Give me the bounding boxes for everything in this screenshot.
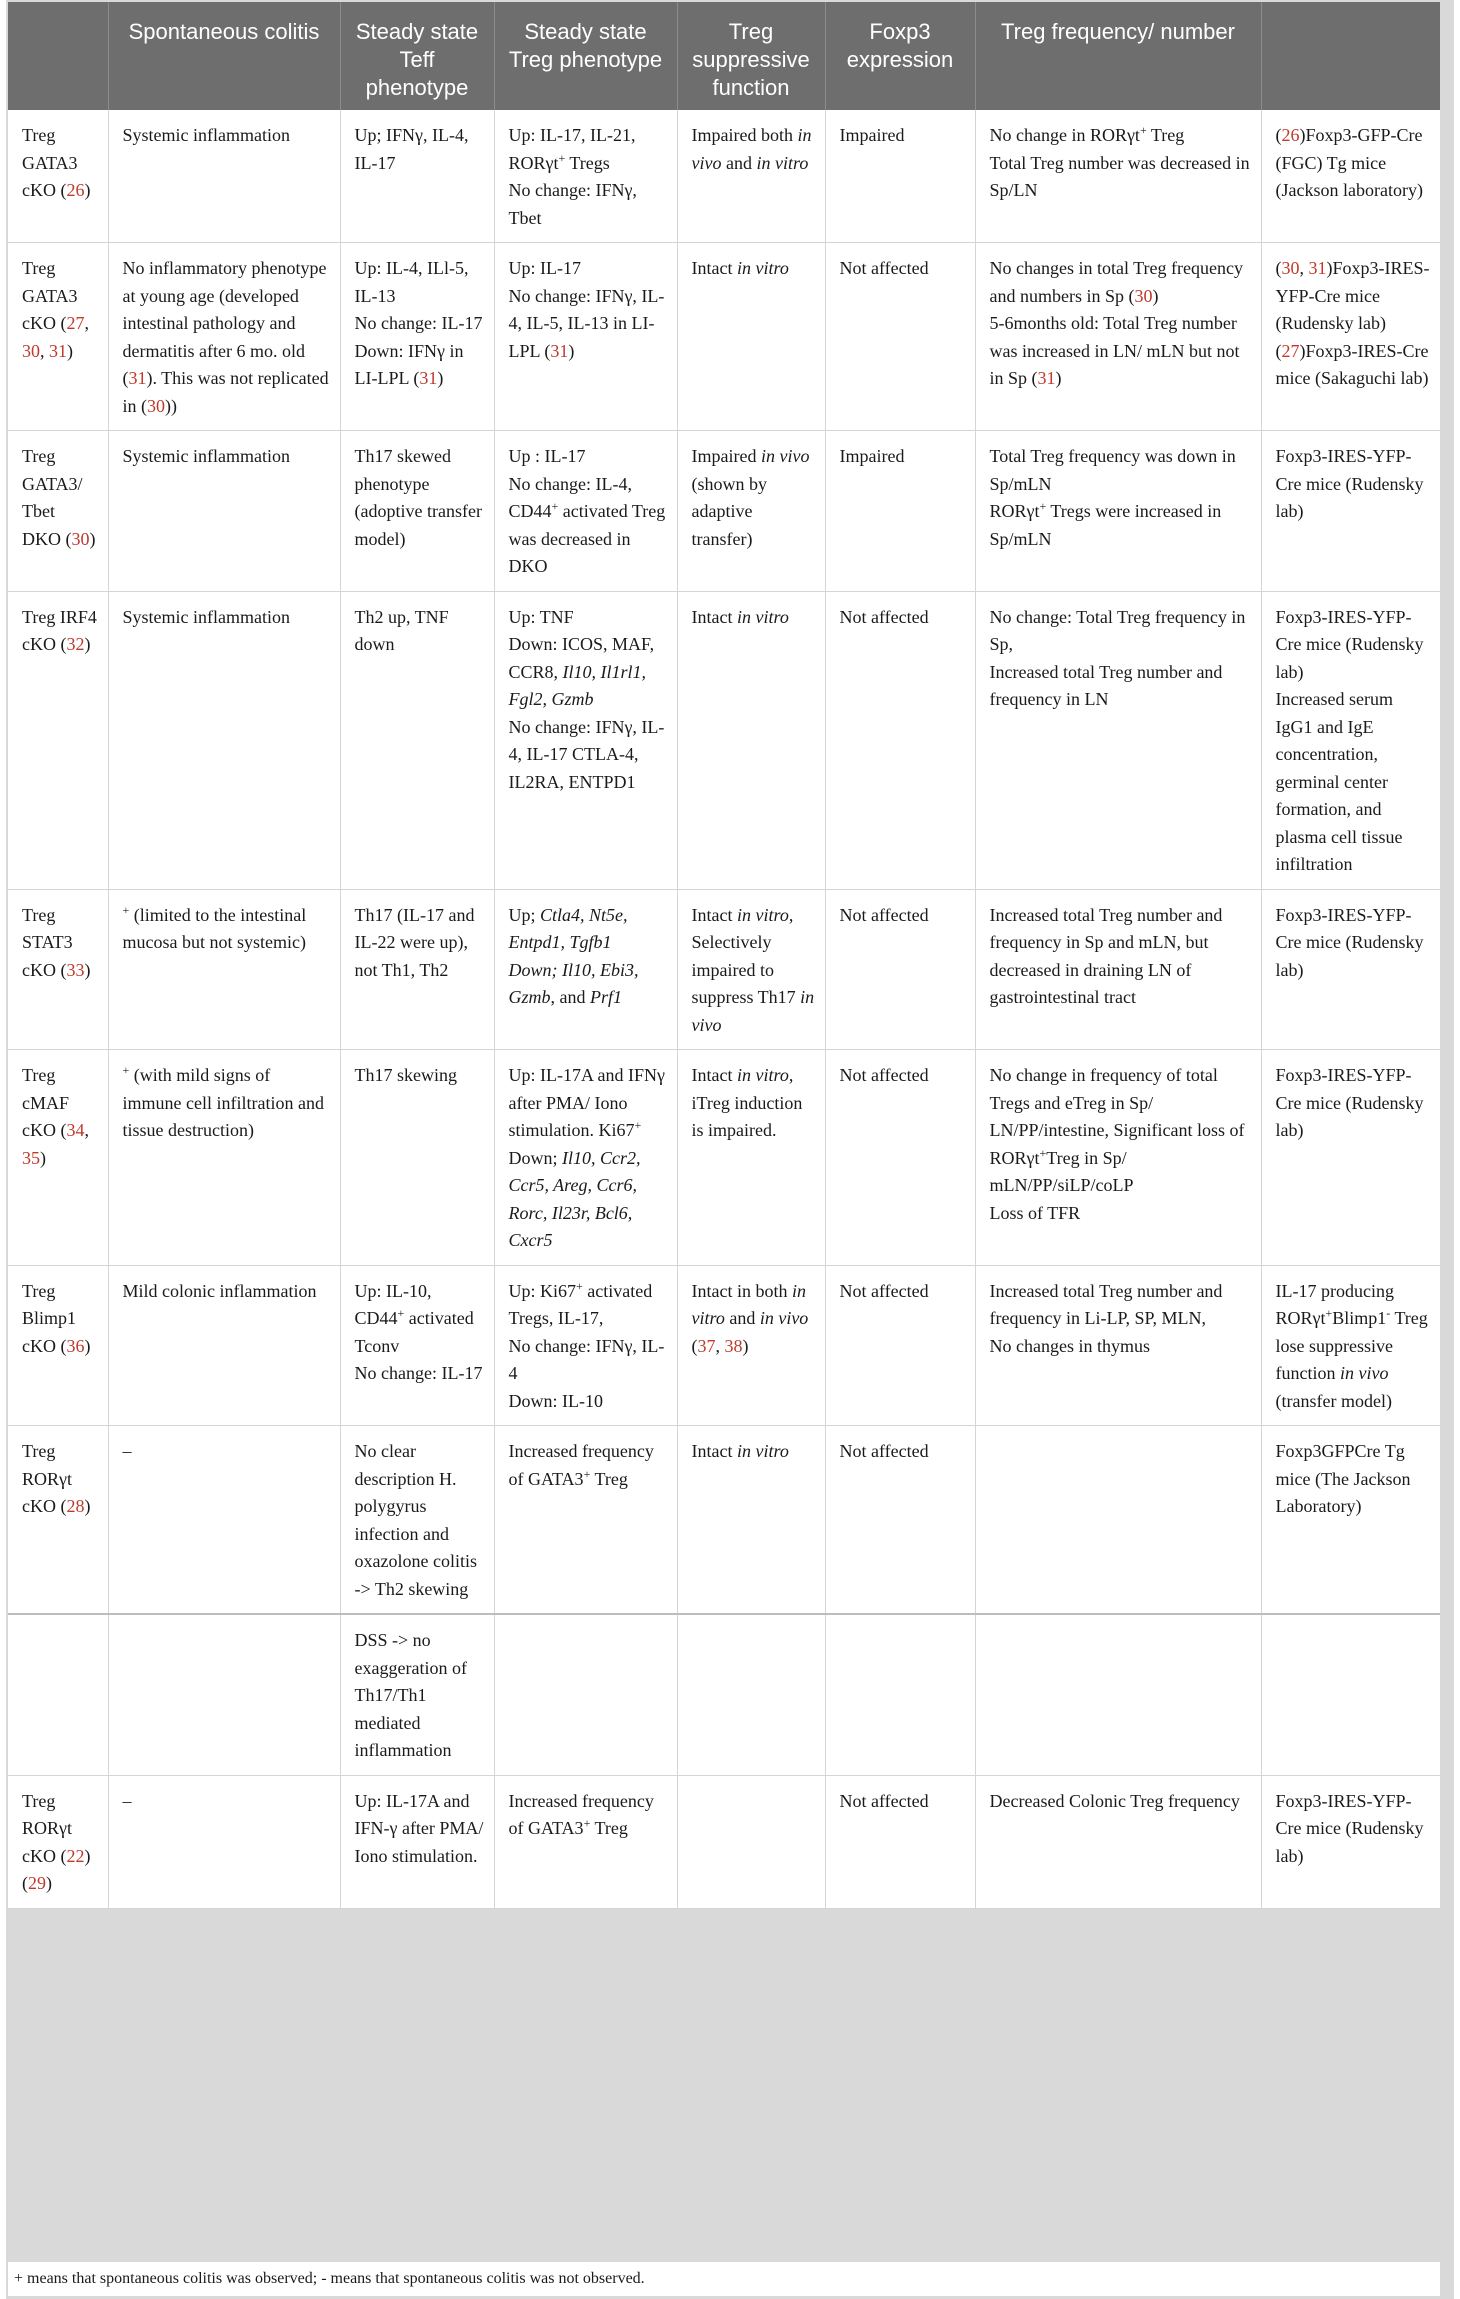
cell-text: in vitro [691, 1280, 806, 1328]
cell-text: + [576, 1278, 583, 1293]
cell-text: activated Treg was decreased in DKO [508, 501, 666, 576]
citation-link[interactable]: 37 [697, 1335, 716, 1356]
cell-text: Foxp3-IRES-YFP-Cre mice (Rudensky lab) [1275, 1065, 1424, 1140]
cell-text: (limited to the intestinal mucosa but not systemic) [122, 904, 307, 952]
cell-text: , [84, 313, 89, 333]
cell-text: Th2 up, TNF down [354, 606, 449, 654]
table-cell [825, 591, 975, 889]
table-cell [340, 431, 494, 592]
table-cell [8, 1775, 108, 1908]
cell-text: ). This was not replicated in ( [122, 368, 329, 416]
cell-text: ) [1055, 368, 1062, 388]
table-cell [677, 591, 825, 889]
citation-link[interactable]: 38 [724, 1335, 743, 1356]
cell-text: Ctla4, Nt5e, Entpd1, Tgfb1 [508, 904, 628, 952]
cell-text: No change: IL-4, CD44 [508, 473, 632, 521]
table-cell [1261, 431, 1440, 592]
cell-text: ) [437, 368, 444, 388]
cell-text: ) [742, 1335, 749, 1356]
table-footnote: + means that spontaneous colitis was observed; - means that spontaneous colitis was not observed. [14, 2266, 1434, 2292]
table-row [8, 1426, 1440, 1615]
table-cell [1261, 591, 1440, 889]
cell-text: in vivo [759, 1308, 809, 1328]
header-cell: Foxp3 expression [825, 2, 975, 110]
cell-text: + [583, 1816, 591, 1830]
cell-text: Foxp3-IRES-YFP-Cre mice (Rudensky lab) [1275, 606, 1424, 682]
table-cell [975, 1775, 1261, 1908]
table-cell [677, 431, 825, 592]
table-cell [340, 243, 494, 431]
cell-text: + [122, 902, 130, 917]
cell-text: Treg cMAF cKO ( [22, 1065, 70, 1140]
table-cell [1261, 1265, 1440, 1426]
cell-text: Increased frequency of GATA3 [508, 1790, 654, 1838]
table-cell [975, 1426, 1261, 1615]
table-cell [8, 1265, 108, 1426]
cell-text: Impaired [839, 446, 905, 466]
cell-text: Foxp3-IRES-YFP-Cre mice (Rudensky lab) [1275, 446, 1424, 521]
table-cell [825, 1265, 975, 1426]
cell-text: + [558, 150, 566, 165]
cell-text: + [583, 1466, 591, 1481]
cell-text: Up: IL-17A and IFNγ after PMA/ Iono stimulation. Ki67 [508, 1065, 665, 1140]
cell-text: No clear description H. polygyrus infection and oxazolone colitis -> Th2 skewing [354, 1441, 477, 1599]
data-table [8, 2, 1440, 1909]
table-cell [975, 431, 1261, 592]
table-cell [8, 1426, 108, 1615]
cell-text: )Foxp3-IRES-Cre mice (Sakaguchi lab) [1275, 340, 1429, 388]
table-cell [340, 110, 494, 243]
cell-text: No change in RORγt [989, 125, 1140, 145]
table-cell [494, 1775, 677, 1908]
citation-link[interactable]: 31 [550, 340, 569, 361]
cell-text: Not affected [839, 258, 929, 278]
table-cell [494, 1265, 677, 1426]
citation-link[interactable]: 22 [66, 1845, 85, 1866]
table-cell [677, 889, 825, 1050]
cell-text: Systemic inflammation [122, 446, 290, 466]
cell-text: ) [568, 340, 575, 361]
table-cell [1261, 110, 1440, 243]
table-cell [1261, 1775, 1440, 1908]
cell-text: ) [84, 1845, 91, 1866]
cell-text: ( [22, 1873, 28, 1893]
cell-text: ) [84, 1335, 91, 1356]
cell-text: ( [1275, 258, 1282, 278]
cell-text: Th17 skewing [354, 1065, 457, 1085]
citation-link[interactable]: 28 [66, 1496, 85, 1516]
table-cell [975, 889, 1261, 1050]
cell-text: No change: IFNγ, IL-4 [508, 1335, 665, 1383]
citation-link[interactable]: 26 [1281, 125, 1300, 145]
cell-text: – [122, 1790, 132, 1811]
cell-text: Intact [691, 606, 737, 627]
cell-text: Not affected [839, 606, 929, 627]
header-cell: Steady state Treg phenotype [494, 2, 677, 110]
cell-text: ( [1275, 340, 1282, 361]
table-cell [108, 1614, 340, 1775]
table-cell [494, 431, 677, 592]
table-cell [677, 1775, 825, 1908]
header-cell: Steady state Teff phenotype [340, 2, 494, 110]
cell-text: Decreased Colonic Treg frequency [989, 1790, 1240, 1811]
table-row [8, 110, 1440, 243]
table-cell [340, 889, 494, 1050]
table-cell [108, 1426, 340, 1615]
cell-text: + [1325, 1306, 1333, 1320]
citation-link[interactable]: 30 [22, 340, 40, 361]
table-cell [108, 1265, 340, 1426]
cell-text: (transfer model) [1275, 1390, 1392, 1411]
cell-text: Treg lose suppressive function [1275, 1308, 1428, 1383]
cell-text: in vivo [691, 987, 815, 1035]
cell-text: activated Tconv [354, 1308, 474, 1356]
table-cell [494, 1614, 677, 1775]
cell-text: ) [84, 634, 91, 654]
table-row [8, 1775, 1440, 1908]
cell-text: Intact [691, 1441, 737, 1461]
table-cell [975, 1265, 1261, 1426]
table-row [8, 591, 1440, 889]
table-row [8, 243, 1440, 431]
cell-text: ( [691, 1335, 698, 1356]
cell-text: Treg [590, 1818, 628, 1838]
table-cell [1261, 889, 1440, 1050]
cell-text: No change: IFNγ, Tbet [508, 180, 637, 228]
table-cell [8, 1050, 108, 1266]
cell-text: Treg [1146, 125, 1185, 145]
cell-text: Systemic inflammation [122, 125, 290, 145]
table-cell [825, 243, 975, 431]
cell-text: (with mild signs of immune cell infiltration and tissue destruction) [122, 1065, 324, 1140]
table-cell [8, 431, 108, 592]
cell-text: in vitro [736, 258, 789, 278]
table-cell [108, 243, 340, 431]
cell-text: and [724, 1308, 760, 1328]
cell-text: DSS -> no exaggeration of Th17/Th1 mediated inflammation [354, 1630, 467, 1760]
cell-text: Total Treg frequency was down in Sp/mLN [989, 446, 1236, 494]
table-cell [108, 591, 340, 889]
cell-text: No change in frequency of total Tregs and eTreg in Sp/ LN/PP/intestine, Significant loss of RORγt [989, 1065, 1245, 1168]
cell-text: Down: IFNγ in LI-LPL ( [354, 340, 464, 388]
cell-text: No change: IFNγ, IL-4, IL-17 CTLA-4, IL2RA, ENTPD1 [508, 716, 665, 792]
cell-text: Il10, Il1rl1, Fgl2, Gzmb [508, 661, 647, 709]
cell-text: )) [165, 395, 177, 416]
cell-text: ) [84, 959, 91, 980]
table-cell [8, 110, 108, 243]
cell-text: + [122, 1063, 130, 1077]
cell-text: + [1139, 123, 1147, 137]
header-cell: Spontaneous colitis [108, 2, 340, 110]
cell-text: ) [46, 1873, 52, 1893]
cell-text: Impaired both [691, 125, 798, 145]
table-cell [1261, 243, 1440, 431]
header-cell [1261, 2, 1440, 110]
cell-text: Foxp3-IRES-YFP-Cre mice (Rudensky lab) [1275, 1790, 1424, 1866]
table-cell [494, 1050, 677, 1266]
citation-link[interactable]: 30 [147, 395, 165, 416]
cell-text: Treg in Sp/ mLN/PP/siLP/coLP [989, 1147, 1134, 1195]
cell-text: Up; [508, 904, 540, 925]
cell-text: Mild colonic inflammation [122, 1280, 317, 1301]
table-cell [494, 110, 677, 243]
cell-text: Intact [691, 258, 737, 278]
cell-text: Not affected [839, 904, 929, 925]
header-cell [8, 2, 108, 110]
table-cell [340, 591, 494, 889]
cell-text: Up : IL-17 [508, 446, 586, 466]
cell-text: Up: IL-10, CD44 [354, 1280, 432, 1328]
table-cell [1261, 1050, 1440, 1266]
cell-text: + [634, 1118, 642, 1132]
cell-text: No change: IL-17 [354, 1363, 483, 1383]
table-cell [677, 110, 825, 243]
cell-text: Up: IL-17 [508, 258, 581, 278]
cell-text: Treg IRF4 cKO ( [22, 606, 97, 654]
cell-text: Intact [691, 904, 737, 925]
cell-text: in vitro [756, 152, 809, 173]
cell-text: ) [1152, 285, 1159, 306]
cell-text: IL-17 producing RORγt [1275, 1280, 1394, 1328]
cell-text: Treg RORγt cKO ( [22, 1441, 72, 1516]
cell-text: , [1299, 258, 1309, 278]
table-cell [825, 889, 975, 1050]
table-cell [975, 243, 1261, 431]
cell-text: ) [84, 180, 91, 200]
cell-text: Up; IFNγ, IL-4, IL-17 [354, 125, 469, 173]
cell-text: activated Tregs, IL-17, [508, 1280, 653, 1328]
cell-text: ) [84, 1496, 91, 1516]
cell-text: Treg Blimp1 cKO ( [22, 1280, 77, 1356]
citation-link[interactable]: 31 [128, 368, 147, 388]
table-cell [340, 1265, 494, 1426]
cell-text: Loss of TFR [989, 1202, 1081, 1223]
cell-text: ) [40, 1147, 46, 1168]
header-cell: Treg frequency/ number [975, 2, 1261, 110]
table-cell [340, 1775, 494, 1908]
cell-text: Impaired [839, 125, 905, 145]
citation-link[interactable]: 30 [1134, 285, 1153, 306]
citation-link[interactable]: 33 [66, 959, 85, 980]
table-cell [975, 1050, 1261, 1266]
citation-link[interactable]: 31 [49, 340, 67, 361]
table-cell [8, 591, 108, 889]
cell-text: , and [550, 987, 591, 1007]
cell-text: No inflammatory phenotype at young age (developed intestinal pathology and dermatitis after 6 mo. old ( [122, 258, 327, 388]
cell-text: Not affected [839, 1280, 929, 1301]
table-cell [1261, 1614, 1440, 1775]
cell-text: )Foxp3-GFP-Cre (FGC) Tg mice (Jackson laboratory) [1275, 125, 1423, 200]
cell-text: Not affected [839, 1441, 929, 1461]
table-cell [975, 591, 1261, 889]
cell-text: Up: IL-4, ILl-5, IL-13 [354, 258, 469, 306]
table-cell [108, 889, 340, 1050]
cell-text: , iTreg induction is impaired. [691, 1065, 803, 1140]
cell-text: in vitro [736, 904, 789, 925]
table-row [8, 1050, 1440, 1266]
cell-text: Down; Il10, Ebi3, Gzmb [508, 959, 639, 1007]
cell-text: Total Treg number was decreased in Sp/LN [989, 152, 1250, 200]
cell-text: Treg GATA3 cKO ( [22, 125, 78, 200]
cell-text: Up: Ki67 [508, 1280, 576, 1301]
cell-text: No change: Total Treg frequency in Sp, [989, 606, 1246, 654]
cell-text: Il10, Ccr2, Ccr5, Areg, Ccr6, Rorc, Il23r, Bcl6, Cxcr5 [508, 1147, 641, 1250]
cell-text: Intact [691, 1065, 737, 1085]
cell-text: Up: IL-17, IL-21, RORγt [508, 125, 636, 173]
table-cell [825, 110, 975, 243]
cell-text: Treg [590, 1468, 628, 1489]
cell-text: , Selectively impaired to suppress Th17 [691, 904, 801, 1007]
cell-text: + [1039, 499, 1047, 513]
table-cell [677, 243, 825, 431]
cell-text: Blimp1 [1332, 1308, 1387, 1328]
cell-text: ) [67, 340, 73, 361]
cell-text: Intact in both [691, 1280, 792, 1301]
cell-text: Treg RORγt cKO ( [22, 1790, 72, 1866]
cell-text: , [715, 1335, 725, 1356]
cell-text: Not affected [839, 1790, 929, 1811]
cell-text: in vivo [760, 446, 810, 466]
cell-text: in vitro [736, 1441, 789, 1461]
table-cell [108, 431, 340, 592]
cell-text: , [40, 340, 49, 361]
cell-text: in vivo [1340, 1363, 1389, 1383]
cell-text: Down: IL-10 [508, 1390, 603, 1411]
cell-text: + [397, 1306, 405, 1320]
table-cell [108, 1050, 340, 1266]
header-cell: Treg suppressive function [677, 2, 825, 110]
cell-text: No changes in total Treg frequency and numbers in Sp ( [989, 258, 1243, 306]
cell-text: – [122, 1441, 132, 1461]
table-row [8, 1265, 1440, 1426]
cell-text: Up: TNF [508, 606, 574, 627]
table-cell [340, 1050, 494, 1266]
cell-text: Foxp3GFPCre Tg mice (The Jackson Laboratory) [1275, 1441, 1411, 1516]
table-cell [677, 1614, 825, 1775]
cell-text: Down; [508, 1147, 562, 1168]
table-cell [825, 1050, 975, 1266]
table-row [8, 431, 1440, 592]
header-row [8, 2, 1440, 110]
table-cell [677, 1050, 825, 1266]
citation-link[interactable]: 32 [66, 634, 85, 654]
table-cell [494, 591, 677, 889]
citation-link[interactable]: 30 [1281, 258, 1300, 278]
table-cell [8, 1614, 108, 1775]
cell-text: Treg GATA3 cKO ( [22, 258, 78, 333]
citation-link[interactable]: 34 [66, 1120, 85, 1140]
citation-link[interactable]: 31 [419, 368, 438, 388]
citation-link[interactable]: 31 [1037, 368, 1056, 388]
cell-text: in vitro [736, 606, 789, 627]
citation-link[interactable]: 31 [1308, 258, 1327, 278]
cell-text: Increased serum IgG1 and IgE concentration, germinal center formation, and plasma cell tissue infiltration [1275, 689, 1403, 874]
citation-link[interactable]: 35 [22, 1147, 40, 1168]
table-row [8, 1614, 1440, 1775]
cell-text: Th17 (IL-17 and IL-22 were up), not Th1, Th2 [354, 904, 475, 980]
cell-text: Foxp3-IRES-YFP-Cre mice (Rudensky lab) [1275, 904, 1424, 980]
table-cell [677, 1426, 825, 1615]
cell-text: + [551, 499, 559, 513]
cell-text: Impaired [691, 446, 761, 466]
cell-text: Th17 skewed phenotype (adoptive transfer model) [354, 446, 482, 549]
cell-text: , [84, 1120, 89, 1140]
cell-text: Up: IL-17A and IFN-γ after PMA/ Iono stimulation. [354, 1790, 484, 1866]
table-cell [494, 889, 677, 1050]
table-cell [825, 431, 975, 592]
citation-link[interactable]: 26 [66, 180, 85, 200]
cell-text: Treg STAT3 cKO ( [22, 904, 73, 980]
cell-text: Down: ICOS, MAF, CCR8, [508, 634, 655, 682]
cell-text: No change: IFNγ, IL-4, IL-5, IL-13 in LI-LPL ( [508, 285, 665, 361]
cell-text: )Foxp3-IRES-YFP-Cre mice (Rudensky lab) [1275, 258, 1430, 333]
cell-text: and [721, 152, 757, 173]
table-cell [108, 110, 340, 243]
cell-text: Increased total Treg number and frequency in Sp and mLN, but decreased in draining LN of gastrointestinal tract [989, 904, 1223, 1007]
cell-text: (shown by adaptive transfer) [691, 473, 767, 549]
cell-text: Systemic inflammation [122, 606, 290, 627]
table-body [8, 110, 1440, 1908]
table-cell [1261, 1426, 1440, 1615]
table-cell [494, 243, 677, 431]
cell-text: Prf1 [590, 987, 623, 1007]
cell-text: RORγt [989, 501, 1040, 521]
cell-text: Increased total Treg number and frequency in LN [989, 661, 1223, 709]
cell-text: No changes in thymus [989, 1335, 1150, 1356]
cell-text: No change: IL-17 [354, 313, 483, 333]
table-cell [8, 243, 108, 431]
table-cell [494, 1426, 677, 1615]
table-cell [825, 1775, 975, 1908]
cell-text: + [1039, 1145, 1047, 1160]
cell-text: ) [89, 528, 96, 549]
citation-link[interactable]: 29 [28, 1873, 46, 1893]
citation-link[interactable]: 27 [1281, 340, 1300, 361]
table-cell [975, 1614, 1261, 1775]
cell-text: in vivo [691, 125, 812, 173]
cell-text: Tregs were increased in Sp/mLN [989, 501, 1222, 549]
table-row [8, 889, 1440, 1050]
cell-text: in vitro [736, 1065, 789, 1085]
citation-link[interactable]: 27 [66, 313, 85, 333]
cell-text: Not affected [839, 1065, 929, 1085]
cell-text: 5-6months old: Total Treg number was increased in LN/ mLN but not in Sp ( [989, 313, 1240, 388]
cell-text: Increased total Treg number and frequency in Li-LP, SP, MLN, [989, 1280, 1223, 1328]
cell-text: ( [1275, 125, 1282, 145]
table-cell [825, 1614, 975, 1775]
table-cell [340, 1426, 494, 1615]
table-cell [340, 1614, 494, 1775]
table-cell [975, 110, 1261, 243]
table-cell [677, 1265, 825, 1426]
cell-text: Treg GATA3/ Tbet DKO ( [22, 446, 83, 549]
table-cell [8, 889, 108, 1050]
citation-link[interactable]: 30 [71, 528, 90, 549]
citation-link[interactable]: 36 [66, 1335, 85, 1356]
table-cell [108, 1775, 340, 1908]
cell-text: Tregs [565, 152, 610, 173]
cell-text: - [1386, 1306, 1391, 1320]
cell-text: Increased frequency of GATA3 [508, 1441, 654, 1489]
table-cell [825, 1426, 975, 1615]
